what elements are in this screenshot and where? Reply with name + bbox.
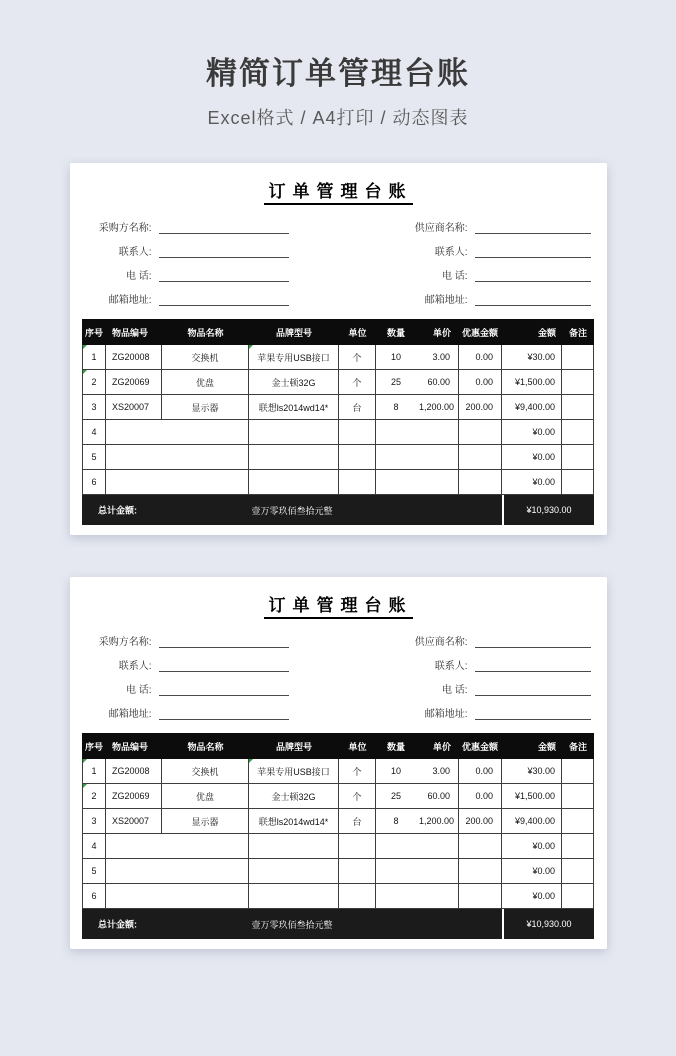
total-label: 总计金额: — [98, 505, 137, 516]
table-header-row — [82, 319, 594, 345]
total-row — [82, 909, 594, 939]
table-cell: 0.00 — [459, 784, 502, 809]
table-cell — [459, 859, 502, 884]
table-row — [82, 370, 594, 395]
purchaser-name-field — [86, 220, 289, 234]
purchaser-phone-label: 电 话: — [125, 685, 152, 696]
table-cell — [416, 859, 459, 884]
supplier-phone-blank-line — [475, 683, 591, 696]
table-row — [82, 784, 594, 809]
purchaser-email-blank-line — [159, 707, 289, 720]
supplier-contact-blank-line — [475, 659, 591, 672]
table-cell: 台 — [339, 809, 376, 834]
table-cell: ZG20008 — [106, 345, 162, 370]
table-cell — [562, 759, 594, 784]
supplier-phone-label: 电 话: — [441, 271, 468, 282]
table-row — [82, 470, 594, 495]
table-cell: 8 — [376, 809, 416, 834]
table-cell: 0.00 — [459, 370, 502, 395]
table-cell — [249, 834, 339, 859]
total-amount-in-words: 壹万零玖佰叁拾元整 — [251, 919, 333, 930]
column-header-5: 数量 — [376, 319, 416, 345]
table-cell — [106, 884, 162, 909]
column-header-2: 物品名称 — [162, 319, 249, 345]
table-cell — [562, 884, 594, 909]
table-cell: 1,200.00 — [416, 395, 459, 420]
purchaser-phone-blank-line — [159, 683, 289, 696]
table-cell — [562, 370, 594, 395]
table-cell — [162, 834, 249, 859]
table-cell — [376, 470, 416, 495]
total-row — [82, 495, 594, 525]
supplier-phone-field — [402, 682, 591, 696]
total-amount: ¥10,930.00 — [502, 909, 594, 939]
table-cell: 200.00 — [459, 395, 502, 420]
table-cell: 优盘 — [162, 370, 249, 395]
column-header-6: 单价 — [416, 733, 459, 759]
table-cell — [162, 859, 249, 884]
table-cell — [459, 420, 502, 445]
table-cell — [416, 420, 459, 445]
supplier-contact-label: 联系人: — [434, 661, 468, 672]
table-cell: ¥0.00 — [502, 884, 562, 909]
table-cell: ZG20069 — [106, 784, 162, 809]
order-table — [82, 733, 594, 939]
purchaser-form-column — [86, 220, 289, 306]
table-cell: ¥9,400.00 — [502, 809, 562, 834]
table-cell: 显示器 — [162, 395, 249, 420]
table-cell — [376, 834, 416, 859]
supplier-name-label: 供应商名称: — [414, 637, 468, 648]
table-cell — [416, 884, 459, 909]
table-cell: 200.00 — [459, 809, 502, 834]
table-cell — [459, 834, 502, 859]
table-cell: 1 — [82, 759, 106, 784]
table-cell — [459, 445, 502, 470]
column-header-4: 单位 — [339, 319, 376, 345]
table-cell: 10 — [376, 759, 416, 784]
table-cell: 个 — [339, 784, 376, 809]
table-cell: 5 — [82, 859, 106, 884]
purchaser-phone-blank-line — [159, 269, 289, 282]
table-row — [82, 859, 594, 884]
order-table-body — [82, 345, 594, 495]
table-cell — [562, 445, 594, 470]
table-cell: ¥9,400.00 — [502, 395, 562, 420]
sheet-card-2 — [70, 577, 607, 949]
table-cell — [562, 470, 594, 495]
table-cell — [562, 784, 594, 809]
page-subtitle: Excel格式 / A4打印 / 动态图表 — [207, 108, 469, 128]
table-row — [82, 759, 594, 784]
table-cell: 苹果专用USB接口 — [249, 759, 339, 784]
purchaser-contact-field — [86, 244, 289, 258]
sheet-title: 订单管理台账 — [264, 591, 413, 619]
purchaser-form-column — [86, 634, 289, 720]
table-cell: ¥0.00 — [502, 834, 562, 859]
purchaser-name-label: 采购方名称: — [98, 223, 152, 234]
supplier-phone-blank-line — [475, 269, 591, 282]
table-cell: 台 — [339, 395, 376, 420]
supplier-name-blank-line — [475, 221, 591, 234]
table-cell: 5 — [82, 445, 106, 470]
column-header-0: 序号 — [82, 733, 106, 759]
table-cell: 4 — [82, 420, 106, 445]
supplier-name-field — [402, 220, 591, 234]
table-cell — [459, 884, 502, 909]
table-cell: 交换机 — [162, 345, 249, 370]
column-header-0: 序号 — [82, 319, 106, 345]
table-cell — [562, 859, 594, 884]
form-section — [86, 634, 591, 720]
table-cell — [106, 445, 162, 470]
table-cell: 25 — [376, 784, 416, 809]
supplier-contact-blank-line — [475, 245, 591, 258]
table-cell — [562, 395, 594, 420]
table-cell: ¥30.00 — [502, 759, 562, 784]
column-header-1: 物品编号 — [106, 733, 162, 759]
table-row — [82, 420, 594, 445]
table-cell: 1 — [82, 345, 106, 370]
column-header-5: 数量 — [376, 733, 416, 759]
table-cell: 10 — [376, 345, 416, 370]
supplier-form-column — [402, 634, 591, 720]
table-cell: 60.00 — [416, 370, 459, 395]
table-cell — [416, 470, 459, 495]
purchaser-contact-label: 联系人: — [118, 247, 152, 258]
table-cell: 8 — [376, 395, 416, 420]
table-cell — [162, 420, 249, 445]
table-cell: 0.00 — [459, 759, 502, 784]
purchaser-contact-blank-line — [159, 659, 289, 672]
sheet-title-wrap — [82, 591, 595, 619]
purchaser-email-field — [86, 292, 289, 306]
page-title: 精简订单管理台账 — [206, 56, 470, 91]
table-cell — [249, 445, 339, 470]
column-header-9: 备注 — [562, 733, 594, 759]
order-table-body — [82, 759, 594, 909]
table-cell — [106, 470, 162, 495]
supplier-name-label: 供应商名称: — [414, 223, 468, 234]
column-header-8: 金额 — [502, 319, 562, 345]
column-header-1: 物品编号 — [106, 319, 162, 345]
table-cell: 联想ls2014wd14* — [249, 809, 339, 834]
purchaser-phone-label: 电 话: — [125, 271, 152, 282]
table-cell: ¥30.00 — [502, 345, 562, 370]
sheet-card-1 — [70, 163, 607, 535]
table-cell — [249, 859, 339, 884]
supplier-email-blank-line — [475, 707, 591, 720]
column-header-3: 品牌型号 — [249, 733, 339, 759]
page-header — [0, 0, 676, 130]
table-cell: ¥0.00 — [502, 445, 562, 470]
table-row — [82, 445, 594, 470]
purchaser-name-label: 采购方名称: — [98, 637, 152, 648]
table-cell: 6 — [82, 884, 106, 909]
table-cell — [339, 884, 376, 909]
table-cell: ¥1,500.00 — [502, 370, 562, 395]
table-cell: 1,200.00 — [416, 809, 459, 834]
table-cell — [339, 445, 376, 470]
purchaser-email-label: 邮箱地址: — [108, 709, 152, 720]
table-cell: ZG20008 — [106, 759, 162, 784]
table-cell: 6 — [82, 470, 106, 495]
supplier-email-blank-line — [475, 293, 591, 306]
table-cell: 3 — [82, 395, 106, 420]
table-cell: 苹果专用USB接口 — [249, 345, 339, 370]
table-row — [82, 884, 594, 909]
table-cell — [339, 859, 376, 884]
supplier-email-field — [402, 706, 591, 720]
table-cell: 联想ls2014wd14* — [249, 395, 339, 420]
column-header-9: 备注 — [562, 319, 594, 345]
table-cell: 优盘 — [162, 784, 249, 809]
table-cell — [249, 470, 339, 495]
purchaser-email-label: 邮箱地址: — [108, 295, 152, 306]
purchaser-contact-label: 联系人: — [118, 661, 152, 672]
table-cell — [562, 345, 594, 370]
table-cell — [106, 420, 162, 445]
supplier-name-field — [402, 634, 591, 648]
table-cell: 个 — [339, 345, 376, 370]
supplier-name-blank-line — [475, 635, 591, 648]
purchaser-phone-field — [86, 682, 289, 696]
table-cell: 4 — [82, 834, 106, 859]
column-header-7: 优惠金额 — [459, 319, 502, 345]
table-cell: 3 — [82, 809, 106, 834]
total-label: 总计金额: — [98, 919, 137, 930]
supplier-phone-label: 电 话: — [441, 685, 468, 696]
table-cell: 个 — [339, 370, 376, 395]
sheet-title-wrap — [82, 177, 595, 205]
table-cell: ¥0.00 — [502, 420, 562, 445]
table-cell: 个 — [339, 759, 376, 784]
purchaser-name-blank-line — [159, 221, 289, 234]
column-header-4: 单位 — [339, 733, 376, 759]
table-cell: 25 — [376, 370, 416, 395]
table-cell: ¥1,500.00 — [502, 784, 562, 809]
table-cell — [249, 420, 339, 445]
column-header-2: 物品名称 — [162, 733, 249, 759]
table-cell — [562, 420, 594, 445]
column-header-8: 金额 — [502, 733, 562, 759]
purchaser-contact-field — [86, 658, 289, 672]
table-cell — [562, 809, 594, 834]
supplier-form-column — [402, 220, 591, 306]
purchaser-contact-blank-line — [159, 245, 289, 258]
order-table — [82, 319, 594, 525]
form-section — [86, 220, 591, 306]
supplier-email-field — [402, 292, 591, 306]
table-cell — [339, 834, 376, 859]
purchaser-email-blank-line — [159, 293, 289, 306]
table-cell: 显示器 — [162, 809, 249, 834]
table-cell — [459, 470, 502, 495]
table-cell — [249, 884, 339, 909]
supplier-email-label: 邮箱地址: — [424, 709, 468, 720]
table-cell — [162, 884, 249, 909]
table-cell: ¥0.00 — [502, 859, 562, 884]
column-header-7: 优惠金额 — [459, 733, 502, 759]
table-cell: 60.00 — [416, 784, 459, 809]
table-cell: 3.00 — [416, 345, 459, 370]
table-cell: 交换机 — [162, 759, 249, 784]
table-cell: ZG20069 — [106, 370, 162, 395]
table-cell — [376, 420, 416, 445]
supplier-email-label: 邮箱地址: — [424, 295, 468, 306]
table-cell: XS20007 — [106, 395, 162, 420]
supplier-phone-field — [402, 268, 591, 282]
table-cell — [162, 445, 249, 470]
column-header-3: 品牌型号 — [249, 319, 339, 345]
total-amount: ¥10,930.00 — [502, 495, 594, 525]
purchaser-email-field — [86, 706, 289, 720]
table-cell: 金士顿32G — [249, 370, 339, 395]
total-left-cell — [82, 495, 502, 525]
supplier-contact-field — [402, 658, 591, 672]
table-row — [82, 809, 594, 834]
purchaser-name-field — [86, 634, 289, 648]
table-header-row — [82, 733, 594, 759]
purchaser-name-blank-line — [159, 635, 289, 648]
table-cell — [106, 834, 162, 859]
table-cell: 3.00 — [416, 759, 459, 784]
total-left-cell — [82, 909, 502, 939]
table-row — [82, 834, 594, 859]
total-amount-in-words: 壹万零玖佰叁拾元整 — [251, 505, 333, 516]
table-cell — [106, 859, 162, 884]
table-cell — [376, 445, 416, 470]
table-row — [82, 345, 594, 370]
table-cell: 0.00 — [459, 345, 502, 370]
supplier-contact-label: 联系人: — [434, 247, 468, 258]
table-cell — [416, 834, 459, 859]
table-cell: ¥0.00 — [502, 470, 562, 495]
purchaser-phone-field — [86, 268, 289, 282]
supplier-contact-field — [402, 244, 591, 258]
table-cell: 2 — [82, 370, 106, 395]
table-cell — [376, 859, 416, 884]
table-cell: 金士顿32G — [249, 784, 339, 809]
table-cell — [339, 420, 376, 445]
sheet-title: 订单管理台账 — [264, 177, 413, 205]
table-row — [82, 395, 594, 420]
table-cell: XS20007 — [106, 809, 162, 834]
table-cell — [162, 470, 249, 495]
column-header-6: 单价 — [416, 319, 459, 345]
table-cell — [339, 470, 376, 495]
table-cell — [416, 445, 459, 470]
table-cell: 2 — [82, 784, 106, 809]
table-cell — [562, 834, 594, 859]
table-cell — [376, 884, 416, 909]
